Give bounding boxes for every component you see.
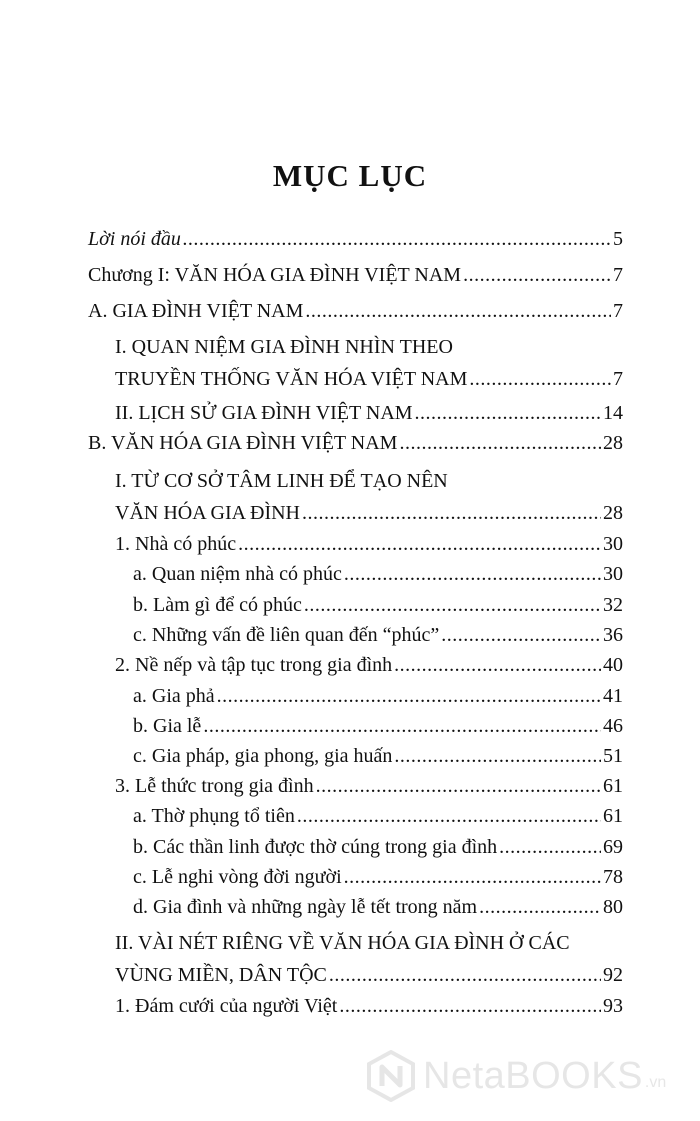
toc-entry-page: 36 bbox=[603, 624, 623, 646]
dot-leader bbox=[399, 430, 601, 456]
dot-leader bbox=[441, 622, 601, 648]
dot-leader bbox=[329, 962, 601, 988]
toc-entry[interactable] bbox=[88, 430, 623, 456]
toc-entry[interactable] bbox=[133, 622, 623, 648]
toc-entry-page: 61 bbox=[603, 775, 623, 797]
toc-entry[interactable] bbox=[133, 592, 623, 618]
dot-leader bbox=[499, 834, 601, 860]
toc-entry[interactable] bbox=[115, 993, 623, 1019]
toc-entry-label: VĂN HÓA GIA ĐÌNH bbox=[115, 502, 300, 524]
toc-entry-label: Chương I: VĂN HÓA GIA ĐÌNH VIỆT NAM bbox=[88, 264, 462, 286]
toc-entry-page: 28 bbox=[603, 432, 623, 454]
toc-entry-label-line1: II. VÀI NÉT RIÊNG VỀ VĂN HÓA GIA ĐÌNH Ở CÁC bbox=[115, 932, 570, 954]
dot-leader bbox=[344, 864, 601, 890]
toc-entry-label: a. Thờ phụng tổ tiên bbox=[133, 805, 295, 827]
toc-entry-label: A. GIA ĐÌNH VIỆT NAM bbox=[88, 300, 304, 322]
toc-entry-label: 1. Nhà có phúc bbox=[115, 533, 237, 555]
page-title: MỤC LỤC bbox=[272, 158, 428, 193]
toc-entry[interactable] bbox=[133, 743, 623, 769]
toc-entry-label: c. Những vấn đề liên quan đến “phúc” bbox=[133, 624, 440, 646]
watermark-suffix: .vn bbox=[644, 1074, 667, 1091]
toc-entry-label: B. VĂN HÓA GIA ĐÌNH VIỆT NAM bbox=[88, 432, 398, 454]
dot-leader bbox=[339, 993, 601, 1019]
toc-entry-page: 93 bbox=[603, 995, 623, 1017]
toc-entry-page: 7 bbox=[613, 264, 623, 286]
toc-entry-page: 41 bbox=[603, 685, 623, 707]
toc-entry-page: 40 bbox=[603, 654, 623, 676]
dot-leader bbox=[479, 894, 601, 920]
toc-entry[interactable] bbox=[88, 298, 623, 324]
toc-entry-label: TRUYỀN THỐNG VĂN HÓA VIỆT NAM bbox=[115, 368, 468, 390]
toc-entry-label: b. Làm gì để có phúc bbox=[133, 594, 302, 616]
toc-entry-page: 61 bbox=[603, 805, 623, 827]
toc-entry[interactable] bbox=[133, 834, 623, 860]
toc-entry-page: 7 bbox=[613, 368, 623, 390]
toc-entry[interactable] bbox=[115, 366, 623, 392]
dot-leader bbox=[305, 298, 611, 324]
toc-entry-page: 14 bbox=[603, 402, 623, 424]
toc-entry-page: 51 bbox=[603, 745, 623, 767]
toc-entry-label-line1: I. QUAN NIỆM GIA ĐÌNH NHÌN THEO bbox=[115, 336, 453, 358]
toc-entry-page: 5 bbox=[613, 228, 623, 250]
dot-leader bbox=[297, 803, 601, 829]
toc-entry[interactable] bbox=[133, 713, 623, 739]
toc-entry-label: b. Các thần linh được thờ cúng trong gia đình bbox=[133, 836, 498, 858]
toc-entry-label: b. Gia lễ bbox=[133, 715, 202, 737]
toc-entry-label: d. Gia đình và những ngày lễ tết trong năm bbox=[133, 896, 478, 918]
toc-entry-label: a. Quan niệm nhà có phúc bbox=[133, 563, 342, 585]
dot-leader bbox=[304, 592, 601, 618]
toc-entry[interactable] bbox=[115, 531, 623, 557]
toc-entry-label-line1: I. TỪ CƠ SỞ TÂM LINH ĐỂ TẠO NÊN bbox=[115, 470, 448, 492]
dot-leader bbox=[203, 713, 601, 739]
dot-leader bbox=[302, 500, 601, 526]
toc-entry[interactable] bbox=[115, 400, 623, 426]
toc-entry-page: 69 bbox=[603, 836, 623, 858]
toc-entry[interactable] bbox=[115, 652, 623, 678]
toc-entry-page: 92 bbox=[603, 964, 623, 986]
netabooks-logo-icon bbox=[365, 1050, 417, 1102]
toc-entry[interactable] bbox=[133, 683, 623, 709]
toc-entry-page: 30 bbox=[603, 533, 623, 555]
toc-entry-page: 78 bbox=[603, 866, 623, 888]
toc-entry[interactable] bbox=[133, 803, 623, 829]
watermark-brand: NetaBOOKS bbox=[423, 1054, 643, 1097]
toc-entry[interactable] bbox=[133, 894, 623, 920]
toc-entry[interactable] bbox=[115, 773, 623, 799]
toc-entry[interactable] bbox=[115, 962, 623, 988]
toc-entry-page: 7 bbox=[613, 300, 623, 322]
toc-entry-label: 1. Đám cưới của người Việt bbox=[115, 995, 338, 1017]
toc-entry-page: 32 bbox=[603, 594, 623, 616]
toc-entry-page: 80 bbox=[603, 896, 623, 918]
toc-entry-page: 46 bbox=[603, 715, 623, 737]
dot-leader bbox=[469, 366, 611, 392]
dot-leader bbox=[238, 531, 601, 557]
watermark bbox=[365, 1046, 685, 1106]
toc-entry-label: 3. Lễ thức trong gia đình bbox=[115, 775, 314, 797]
toc-entry-label: II. LỊCH SỬ GIA ĐÌNH VIỆT NAM bbox=[115, 402, 413, 424]
dot-leader bbox=[316, 773, 601, 799]
dot-leader bbox=[217, 683, 601, 709]
toc-entry[interactable] bbox=[133, 561, 623, 587]
toc-entry-label: c. Lễ nghi vòng đời người bbox=[133, 866, 342, 888]
dot-leader bbox=[183, 226, 611, 252]
toc-entry[interactable] bbox=[88, 226, 623, 252]
toc-entry-label: Lời nói đầu bbox=[88, 228, 181, 250]
toc-entry-label: c. Gia pháp, gia phong, gia huấn bbox=[133, 745, 393, 767]
toc-entry-label: a. Gia phả bbox=[133, 685, 215, 707]
toc-entry-label: VÙNG MIỀN, DÂN TỘC bbox=[115, 964, 327, 986]
dot-leader bbox=[415, 400, 601, 426]
dot-leader bbox=[344, 561, 601, 587]
toc-entry-page: 28 bbox=[603, 502, 623, 524]
toc-entry[interactable] bbox=[115, 500, 623, 526]
dot-leader bbox=[463, 262, 611, 288]
toc-entry-label: 2. Nề nếp và tập tục trong gia đình bbox=[115, 654, 393, 676]
toc-entry[interactable] bbox=[88, 262, 623, 288]
dot-leader bbox=[394, 652, 601, 678]
dot-leader bbox=[394, 743, 601, 769]
toc-entry-page: 30 bbox=[603, 563, 623, 585]
toc-entry[interactable] bbox=[133, 864, 623, 890]
